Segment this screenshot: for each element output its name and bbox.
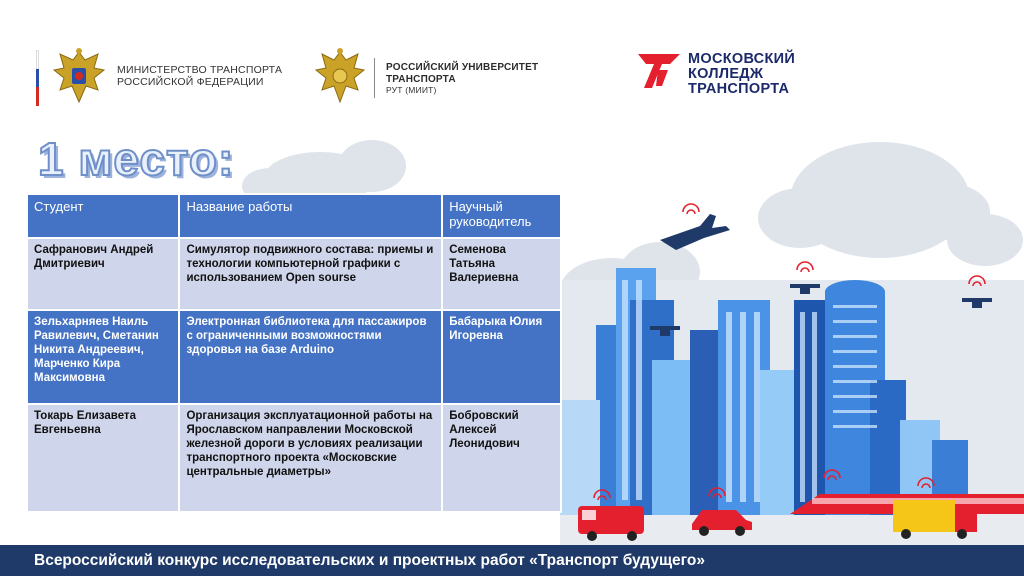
footer-banner (0, 545, 1024, 576)
ministry-line1: МИНИСТЕРСТВО ТРАНСПОРТА (117, 64, 283, 76)
cell-work: Электронная библиотека для пассажиров с ограниченными возможностями здоровья на базе Arduino (179, 310, 442, 404)
college-line2: КОЛЛЕДЖ (688, 66, 764, 82)
table-row (27, 238, 561, 310)
header-work: Название работы (179, 194, 442, 238)
cell-work: Симулятор подвижного состава: приемы и технологии компьютерной графики с использованием Open sourse (179, 238, 442, 310)
table-row (27, 404, 561, 512)
cell-student: Сафранович Андрей Дмитриевич (27, 238, 179, 310)
header-advisor: Научный руководитель (442, 194, 561, 238)
place-title: 1 место: (38, 133, 235, 185)
college-line1: МОСКОВСКИЙ (688, 51, 796, 67)
airplane-icon (660, 214, 730, 250)
cell-student: Токарь Елизавета Евгеньевна (27, 404, 179, 512)
cell-advisor: Бобровский Алексей Леонидович (442, 404, 561, 512)
footer-text: Всероссийский конкурс исследовательских и проектных работ «Транспорт будущего» (34, 552, 705, 569)
winners-table (26, 193, 562, 513)
university-line3: РУТ (МИИТ) (386, 85, 437, 95)
university-line1: РОССИЙСКИЙ УНИВЕРСИТЕТ (386, 62, 539, 73)
university-line2: ТРАНСПОРТА (386, 73, 456, 85)
cell-advisor: Семенова Татьяна Валериевна (442, 238, 561, 310)
college-line3: ТРАНСПОРТА (688, 81, 790, 97)
cell-advisor: Бабарыка Юлия Игоревна (442, 310, 561, 404)
header-student: Студент (27, 194, 179, 238)
table-row (27, 310, 561, 404)
table-header-row (27, 194, 561, 238)
cell-student: Зельхарняев Наиль Равилевич, Сметанин Никита Андреевич, Марченко Кира Максимовна (27, 310, 179, 404)
cell-work: Организация эксплуатационной работы на Ярославском направлении Московской железной дороги в условиях реализации транспортного проекта «Московские центральные диаметры» (179, 404, 442, 512)
ministry-line2: РОССИЙСКОЙ ФЕДЕРАЦИИ (117, 76, 264, 88)
